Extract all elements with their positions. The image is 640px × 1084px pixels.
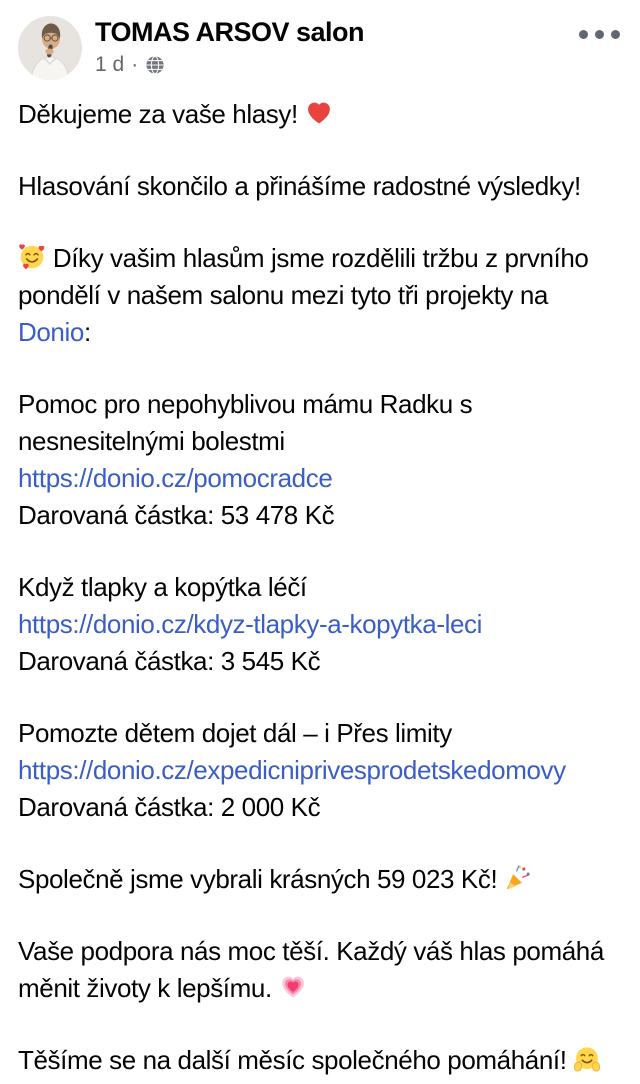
post-text: Díky vašim hlasům jsme rozdělili tržbu z prvního pondělí v našem salonu mezi tyto tři projekty na [18,243,589,310]
profile-avatar[interactable] [18,16,82,80]
post-text: Darovaná částka: 53 478 Kč [18,500,335,530]
post-paragraph [18,715,622,826]
globe-icon [145,55,165,75]
post-link[interactable]: https://donio.cz/expedicniprivesprodetskedomovy [18,755,566,785]
post-text: Společně jsme vybrali krásných 59 023 Kč! [18,864,505,894]
post-text: Vaše podpora nás moc těší. Každý váš hlas pomáhá měnit životy k lepšímu. [18,936,604,1003]
post-paragraph [18,1042,622,1079]
ellipsis-dot [579,30,588,39]
post-link[interactable]: https://donio.cz/kdyz-tlapky-a-kopytka-leci [18,609,482,639]
post-paragraph [18,168,622,205]
post-paragraph [18,96,622,133]
post-paragraph [18,386,622,534]
post-paragraph [18,569,622,680]
post-text: Děkujeme za vaše hlasy! [18,99,305,129]
post-timestamp[interactable]: 1 d [95,53,125,76]
post-text: Hlasování skončilo a přinášíme radostné výsledky! [18,171,581,201]
post-body [18,96,622,1079]
post-paragraph [18,861,622,898]
post-meta [95,53,577,77]
post-text: Těšíme se na další měsíc společného pomáhání! [18,1045,574,1075]
smiling-face-with-hearts-emoji-icon [18,243,46,271]
post-text: Darovaná částka: 3 545 Kč [18,646,321,676]
hugging-face-emoji-icon [573,1045,601,1073]
red-heart-emoji-icon [305,99,333,127]
more-options-button[interactable] [577,24,622,45]
page-name[interactable]: TOMAS ARSOV salon [95,17,365,47]
post-text: Když tlapky a kopýtka léčí [18,572,307,602]
post-paragraph [18,240,622,351]
party-popper-emoji-icon [504,864,532,892]
ellipsis-dot [595,30,604,39]
post-link[interactable]: Donio [18,317,84,347]
ellipsis-dot [611,30,620,39]
post-text: : [83,317,91,347]
post-header [18,16,622,80]
post-paragraph [18,933,622,1007]
meta-dot-separator: · [131,53,139,76]
post-text: Pomozte dětem dojet dál – i Přes limity [18,718,452,748]
profile-avatar-image [18,16,82,80]
post-text: Darovaná částka: 2 000 Kč [18,792,321,822]
growing-heart-emoji-icon [279,973,307,1001]
post-text: Pomoc pro nepohyblivou mámu Radku s nesnesitelnými bolestmi [18,389,473,456]
post-header-info [95,16,577,77]
post-link[interactable]: https://donio.cz/pomocradce [18,463,333,493]
